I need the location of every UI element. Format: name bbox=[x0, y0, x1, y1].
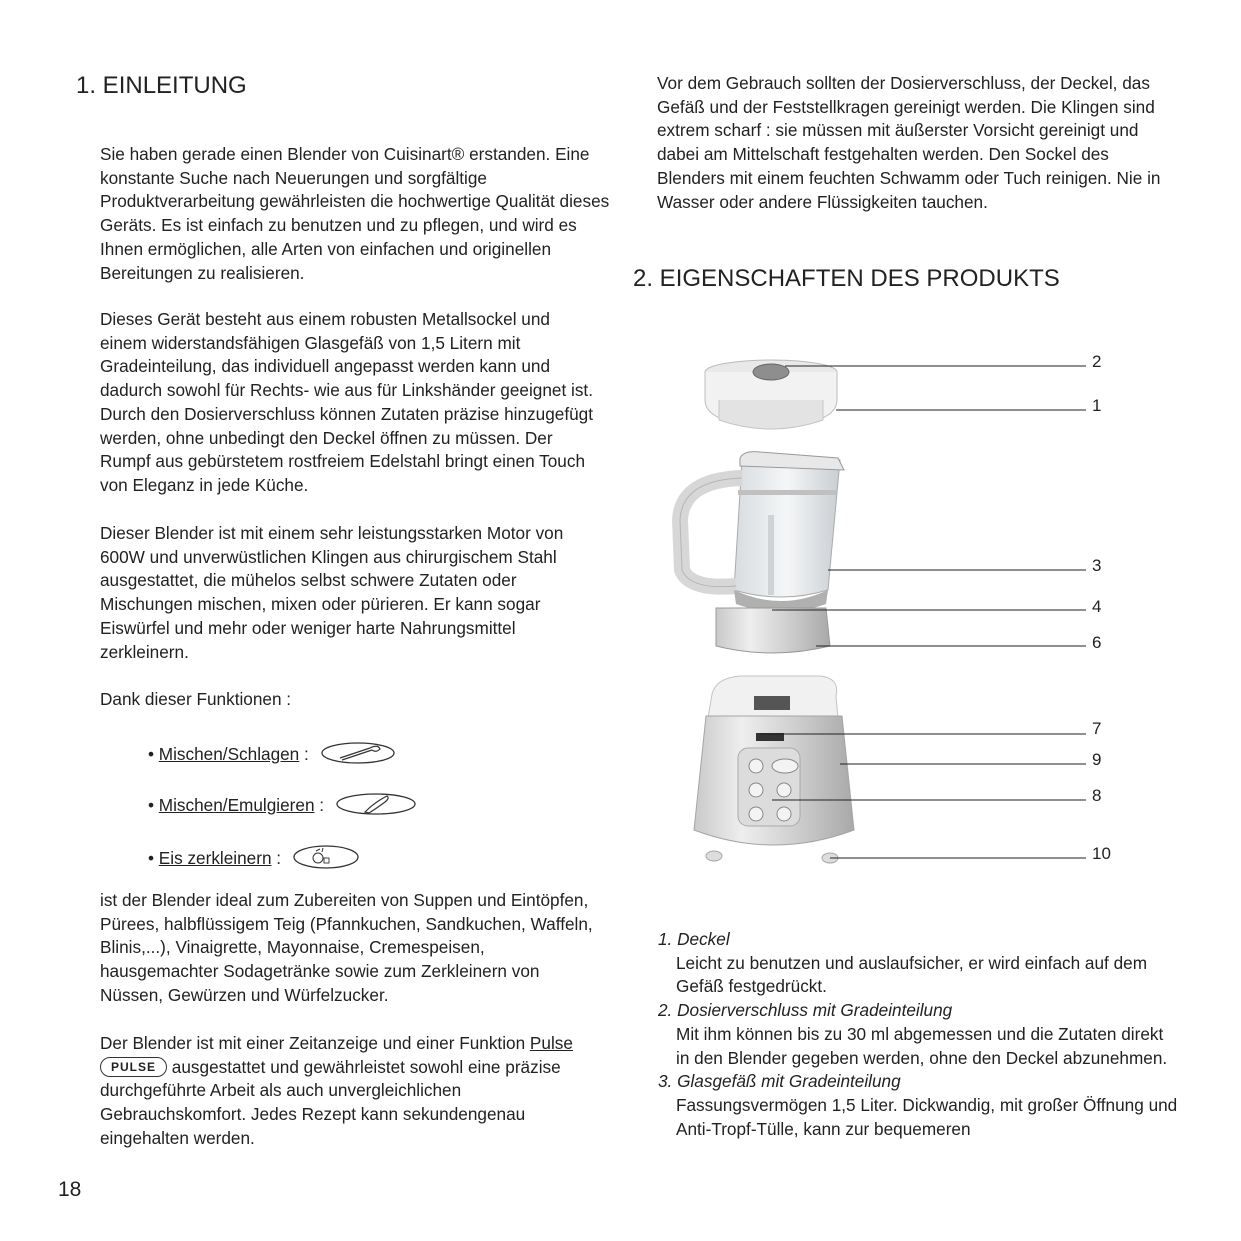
list-item: 1. Deckel Leicht zu benutzen und auslaufsicher, er wird einfach auf dem Gefäß festgedrückt. bbox=[658, 929, 1148, 997]
bullet-mischen-schlagen: • Mischen/Schlagen : bbox=[148, 741, 396, 770]
pulse-paragraph: Der Blender ist mit einer Zeitanzeige und einer Funktion Pulse PULSE ausgestattet und gewährleistet sowohl eine präzise durchgeführte Arbeit als auch unvergleichlichen Gebrauchskomfort. Jedes Rezept kann sekundengenau eingehalten werden. bbox=[100, 1033, 573, 1148]
cleaning-paragraph: Vor dem Gebrauch sollten der Dosierverschluss, der Deckel, das Gefäß und der Feststellkragen gereinigt werden. Die Klingen sind extrem scharf : sie müssen mit äußerster Vorsicht gereinigt und dabei am Mittelschaft festgehalten werden. Den Sockel des Blenders mit einem feuchten Schwamm oder Tuch reinigen. Nie in Wasser oder andere Flüssigkeiten tauchen. bbox=[657, 73, 1161, 212]
bullet-eis-zerkleinern: • Eis zerkleinern : bbox=[148, 844, 360, 875]
section-heading-eigenschaften: 2. EIGENSCHAFTEN DES PRODUKTS bbox=[633, 265, 1060, 292]
callout-6: 6 bbox=[1092, 633, 1102, 652]
callout-2: 2 bbox=[1092, 352, 1102, 371]
section-heading-einleitung: 1. EINLEITUNG bbox=[76, 72, 247, 99]
list-item: 2. Dosierverschluss mit Gradeinteilung Mit ihm können bis zu 30 ml abgemessen und die Zutaten direkt in den Blender gegeben werden, ohne den Deckel abzunehmen. bbox=[658, 1000, 1168, 1068]
callout-lines bbox=[760, 366, 1086, 858]
whisk-icon bbox=[320, 741, 396, 770]
callout-7: 7 bbox=[1092, 719, 1102, 738]
blade-icon bbox=[335, 792, 417, 821]
functions-intro: Dank dieser Funktionen : bbox=[100, 689, 292, 709]
callout-1: 1 bbox=[1092, 396, 1102, 415]
page-number: 18 bbox=[58, 1178, 82, 1201]
ice-icon bbox=[292, 844, 360, 875]
callout-9: 9 bbox=[1092, 750, 1102, 769]
list-item: 3. Glasgefäß mit Gradeinteilung Fassungsvermögen 1,5 Liter. Dickwandig, mit großer Öffnung und Anti-Tropf-Tülle, kann zur bequemeren bbox=[658, 1071, 1178, 1139]
callout-4: 4 bbox=[1092, 597, 1102, 616]
motor-paragraph: Dieser Blender ist mit einem sehr leistungsstarken Motor von 600W und unverwüstlichen Klingen aus chirurgischem Stahl ausgestattet, die mühelos selbst schwere Zutaten oder Mischungen mischen, mixen oder pürieren. Er kann sogar Eiswürfel und mehr oder weniger harte Nahrungsmittel zerkleinern. bbox=[100, 523, 564, 662]
collar-illustration bbox=[716, 608, 830, 653]
bullet-mischen-emulgieren: • Mischen/Emulgieren : bbox=[148, 792, 417, 821]
lid-illustration bbox=[705, 360, 837, 429]
uses-paragraph: ist der Blender ideal zum Zubereiten von Suppen und Eintöpfen, Pürees, halbflüssigem Teig (Pfannkuchen, Sandkuchen, Waffeln, Blinis,...), Vinaigrette, Mayonnaise, Cremespeisen, hausgemachter Sodagetränke sowie zum Zerkleinern von Nüssen, Gewürzen und Würfelzucker. bbox=[100, 890, 593, 1005]
base-illustration bbox=[694, 676, 854, 863]
device-paragraph: Dieses Gerät besteht aus einem robusten Metallsockel und einem widerstandsfähigen Glasgefäß von 1,5 Litern mit Gradeinteilung, das individuell angepasst werden kann und dadurch sowohl für Rechts- wie aus für Linkshänder geeignet ist. Durch den Dosierverschluss können Zutaten präzise hinzugefügt werden, ohne unbedingt den Deckel öffnen zu müssen. Der Rumpf aus gebürstetem rostfreiem Edelstahl bringt einen Touch von Eleganz in jede Küche. bbox=[100, 309, 593, 495]
jar-illustration bbox=[680, 452, 844, 612]
pulse-badge: PULSE bbox=[100, 1057, 167, 1077]
callout-10: 10 bbox=[1092, 844, 1111, 863]
parts-list bbox=[658, 928, 1178, 1141]
callout-3: 3 bbox=[1092, 556, 1102, 575]
callout-8: 8 bbox=[1092, 786, 1102, 805]
intro-paragraph: Sie haben gerade einen Blender von Cuisinart® erstanden. Eine konstante Suche nach Neuerungen und sorgfältige Produktverarbeitung gewährleisten die hochwertige Qualität dieses Geräts. Es ist einfach zu benutzen und zu pflegen, und wird es Ihnen ermöglichen, alle Arten von einfachen und originellen Bereitungen zu realisieren. bbox=[100, 144, 610, 283]
